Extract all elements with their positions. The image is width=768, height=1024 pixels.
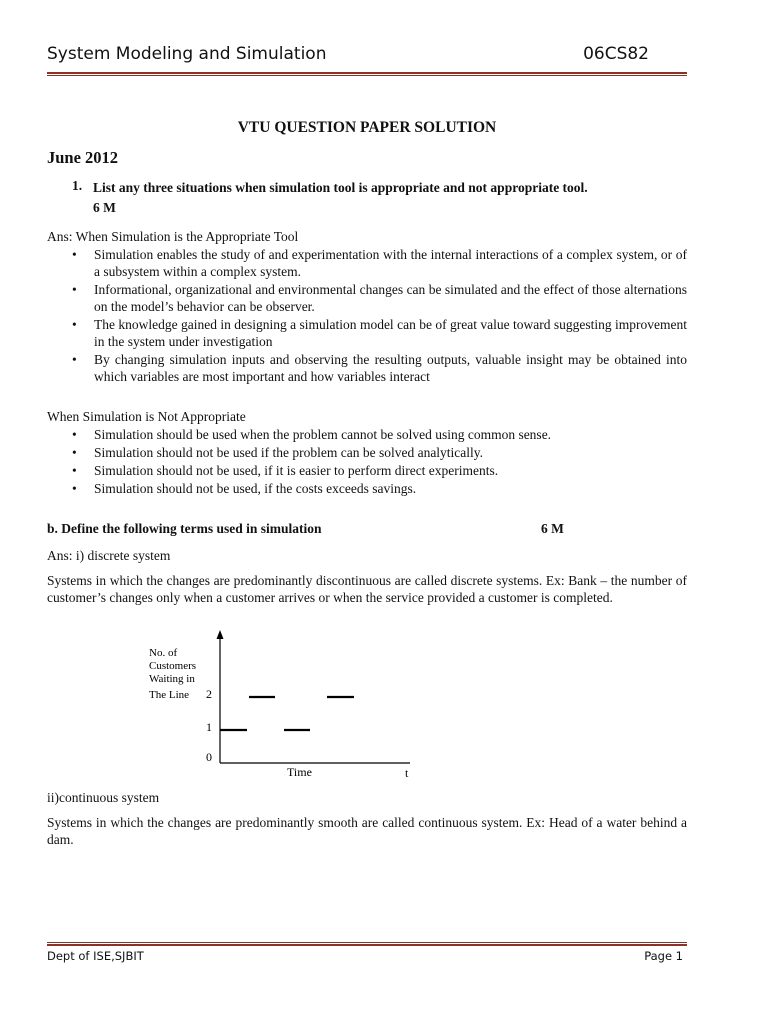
continuous-heading: ii)continuous system xyxy=(47,790,160,805)
answer-appropriate-heading: Ans: When Simulation is the Appropriate Tool xyxy=(47,229,299,244)
y-axis-arrow xyxy=(217,630,224,639)
y-axis-label-line-3: Waiting in xyxy=(149,673,195,685)
appropriate-list xyxy=(47,246,687,386)
list-item: • Simulation should be used when the problem cannot be solved using common sense. xyxy=(72,427,552,442)
header-rule-thin xyxy=(47,75,687,76)
page-number: Page 1 xyxy=(644,949,683,963)
course-title: System Modeling and Simulation xyxy=(47,44,327,64)
question-1-marks: 6 M xyxy=(93,200,116,215)
list-item: • Informational, organizational and environmental changes can be simulated and the effect of those alternations on the model’s behavior can be observer. xyxy=(72,282,687,314)
list-item: • Simulation enables the study of and experimentation with the internal interactions of a complex system, or of a subsystem within a complex system. xyxy=(72,247,687,279)
list-item: • The knowledge gained in designing a simulation model can be of great value toward suggesting improvement in the system under investigation xyxy=(72,317,687,349)
y-tick-label-2: 2 xyxy=(206,687,212,701)
not-appropriate-heading: When Simulation is Not Appropriate xyxy=(47,409,246,424)
list-item: • Simulation should not be used, if it is easier to perform direct experiments. xyxy=(72,463,499,478)
x-axis-label: Time xyxy=(287,765,312,779)
exam-date: June 2012 xyxy=(47,148,119,167)
answer-discrete-heading: Ans: i) discrete system xyxy=(47,548,171,563)
y-tick-label-0: 0 xyxy=(206,750,212,764)
question-1-text: List any three situations when simulation tool is appropriate and not appropriate tool. xyxy=(93,180,588,195)
x-axis-end-label: t xyxy=(405,766,409,780)
list-item: • By changing simulation inputs and observing the resulting outputs, valuable insight may be obtained into which variables are most important and how variables interact xyxy=(72,352,687,384)
y-axis-label-line-2: Customers xyxy=(149,660,197,672)
discrete-system-chart xyxy=(140,628,440,783)
discrete-paragraph: Systems in which the changes are predominantly discontinuous are called discrete systems. Ex: Bank – the number of customer’s changes only when a customer arrives or when the service provided a customer is completed. xyxy=(47,573,687,605)
question-b xyxy=(47,521,687,537)
page-header xyxy=(47,44,687,70)
question-b-marks: 6 M xyxy=(541,521,564,536)
question-number: 1. xyxy=(72,178,83,193)
y-tick-label-1: 1 xyxy=(206,720,212,734)
continuous-paragraph: Systems in which the changes are predominantly smooth are called continuous system. Ex: Head of a water behind a dam. xyxy=(47,815,687,847)
footer-rule-thin xyxy=(47,942,687,943)
question-b-text: b. Define the following terms used in simulation xyxy=(47,521,322,536)
footer-dept: Dept of ISE,SJBIT xyxy=(47,949,144,963)
not-appropriate-list xyxy=(47,426,687,498)
y-axis-label-line-1: No. of xyxy=(149,647,178,659)
footer-rule xyxy=(47,944,687,946)
list-item: • Simulation should not be used, if the costs exceeds savings. xyxy=(72,481,417,496)
document-title: VTU QUESTION PAPER SOLUTION xyxy=(237,119,497,136)
question-text xyxy=(93,178,686,218)
course-code: 06CS82 xyxy=(583,44,649,64)
y-axis-label-line-4: The Line xyxy=(149,689,190,701)
header-rule xyxy=(47,72,687,74)
list-item: • Simulation should not be used if the problem can be solved analytically. xyxy=(72,445,484,460)
page-footer xyxy=(47,949,687,967)
